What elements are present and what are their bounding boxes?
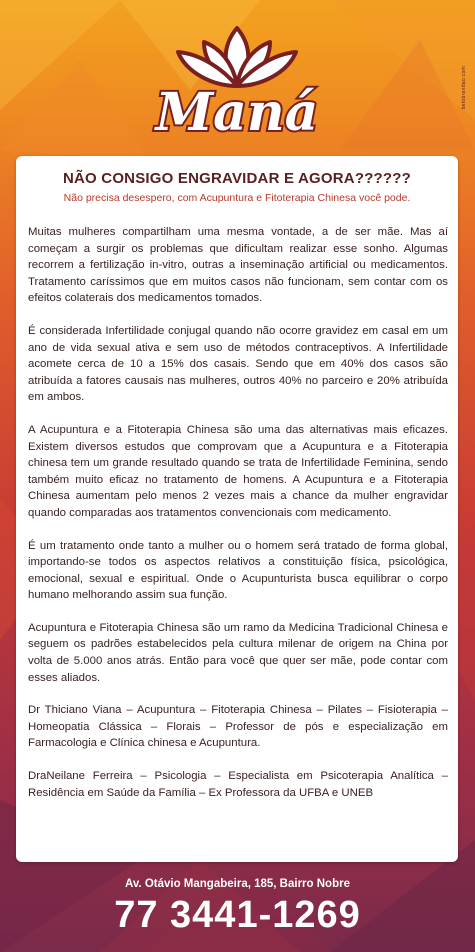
paragraph: É considerada Infertilidade conjugal quando não ocorre gravidez em casal em um ano de vida sexual ativa e sem uso de métodos contraceptivos. A Infertilidade acomete cerca de 10 a 15% dos casais. Sendo que em 40% dos casos são atribuída a fatores causais nas mulheres, outros 40% no parceiro e 20% atribuída em ambos. xyxy=(28,324,448,404)
paragraph: Acupuntura e Fitoterapia Chinesa são um ramo da Medicina Tradicional Chinesa e seguem os padrões estabelecidos pela cultura milenar de origem na China por volta de 5.000 anos atrás. Então para você que quer ser mãe, pode contar com esses aliados. xyxy=(28,621,448,684)
page-title: NÃO CONSIGO ENGRAVIDAR E AGORA?????? xyxy=(62,170,412,187)
page-subtitle: Não precisa desespero, com Acupuntura e Fitoterapia Chinesa você pode. xyxy=(63,192,411,204)
designer-credit: betobrandao.com xyxy=(461,66,467,110)
phone-number: 77 3441-1269 xyxy=(114,894,361,936)
professional-credit: DraNeilane Ferreira – Psicologia – Especialista em Psicoterapia Analítica – Residência em Saúde da Família – Ex Professora da UFBA e UNEB xyxy=(28,770,448,799)
brand-logo xyxy=(0,22,475,142)
professional-credit: Dr Thiciano Viana – Acupuntura – Fitoterapia Chinesa – Pilates – Fisioterapia –Homeopatia Clássica – Florais – Professor de pós e especialização em Farmacologia e Clínica chinesa e Acupuntura. xyxy=(28,704,448,750)
paragraph: É um tratamento onde tanto a mulher ou o homem será tratado de forma global, importando-se todos os aspectos relativos a constituição física, psicológica, emocional, sexual e espiritual. Onde o Acupunturista busca equilibrar o corpo humano melhorando assim sua função. xyxy=(28,539,448,602)
lotus-icon xyxy=(178,28,296,86)
article-body xyxy=(28,224,448,817)
brand-name: Maná xyxy=(155,82,319,142)
paragraph: Muitas mulheres compartilham uma mesma vontade, a de ser mãe. Mas aí começam a surgir os problemas que dificultam realizar esse sonho. Algumas recorrem a fertilização in-vitro, outras a inseminação artificial ou medicamentos. Tratamento caríssimos que em muitos casos não funcionam, sem contar com os efeitos colaterais dos medicamentos tomados. xyxy=(28,226,448,305)
content-card xyxy=(16,156,458,862)
address: Av. Otávio Mangabeira, 185, Bairro Nobre xyxy=(125,878,350,890)
paragraph: A Acupuntura e a Fitoterapia Chinesa são uma das alternativas mais eficazes. Existem diversos estudos que comprovam que a Acupuntura e a Fitoterapia chinesa tem um grande resultado quando se trata de Infertilidade Feminina, sendo também muito eficaz no tratamento de homens. A Acupuntura e a Fitoterapia Chinesa aumentam pelo menos 2 vezes mais a chance da mulher engravidar quando comparadas aos tratamentos convencionais com medicamento. xyxy=(28,423,448,519)
